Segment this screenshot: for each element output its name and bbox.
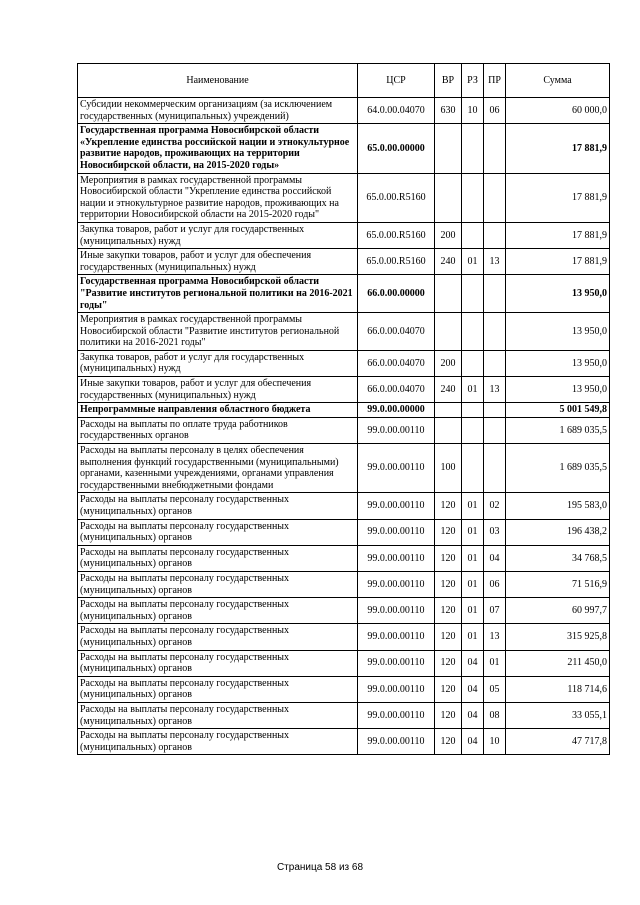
table-row [78,676,610,702]
table-row [78,702,610,728]
cell-rz: 04 [462,650,484,676]
cell-csr: 66.0.00.00000 [358,275,435,313]
cell-sum: 71 516,9 [506,571,610,597]
cell-rz [462,275,484,313]
cell-rz: 01 [462,377,484,403]
cell-name: Расходы на выплаты персоналу государственных (муниципальных) органов [78,702,358,728]
table-row-section [78,403,610,418]
cell-vr: 120 [435,545,462,571]
cell-sum: 13 950,0 [506,275,610,313]
cell-vr [435,275,462,313]
cell-pr: 08 [484,702,506,728]
cell-vr [435,124,462,173]
cell-name: Расходы на выплаты по оплате труда работников государственных органов [78,417,358,443]
table-row [78,624,610,650]
cell-vr: 120 [435,729,462,755]
cell-name: Непрограммные направления областного бюджета [78,403,358,418]
cell-sum: 13 950,0 [506,350,610,376]
cell-rz: 01 [462,624,484,650]
cell-csr: 99.0.00.00110 [358,676,435,702]
cell-sum: 34 768,5 [506,545,610,571]
table-row [78,545,610,571]
cell-sum: 196 438,2 [506,519,610,545]
cell-pr [484,444,506,493]
cell-name: Расходы на выплаты персоналу в целях обеспечения выполнения функций государственными (муниципальными) органами, казенными учреждениями, органами управления государственными внебюджетными фондами [78,444,358,493]
cell-pr [484,275,506,313]
cell-vr [435,313,462,351]
cell-pr: 10 [484,729,506,755]
table-row [78,249,610,275]
cell-rz [462,222,484,248]
cell-rz: 01 [462,519,484,545]
cell-sum: 17 881,9 [506,222,610,248]
cell-rz: 01 [462,598,484,624]
cell-pr: 06 [484,571,506,597]
cell-vr: 200 [435,222,462,248]
cell-name: Расходы на выплаты персоналу государственных (муниципальных) органов [78,624,358,650]
cell-vr: 120 [435,493,462,519]
cell-name: Расходы на выплаты персоналу государственных (муниципальных) органов [78,676,358,702]
cell-csr: 64.0.00.04070 [358,98,435,124]
table-row [78,444,610,493]
cell-pr: 03 [484,519,506,545]
cell-sum: 17 881,9 [506,249,610,275]
cell-name: Мероприятия в рамках государственной программы Новосибирской области "Развитие институтов региональной политики на 2016-2021 годы" [78,313,358,351]
header-pr: ПР [484,64,506,98]
cell-pr: 02 [484,493,506,519]
cell-pr: 06 [484,98,506,124]
cell-vr: 630 [435,98,462,124]
table-row [78,98,610,124]
header-name: Наименование [78,64,358,98]
cell-name: Субсидии некоммерческим организациям (за исключением государственных (муниципальных) учреждений) [78,98,358,124]
cell-name: Иные закупки товаров, работ и услуг для обеспечения государственных (муниципальных) нужд [78,377,358,403]
cell-vr: 240 [435,377,462,403]
cell-rz [462,444,484,493]
header-vr: ВР [435,64,462,98]
cell-csr: 99.0.00.00110 [358,702,435,728]
cell-sum: 118 714,6 [506,676,610,702]
header-rz: РЗ [462,64,484,98]
cell-sum: 60 997,7 [506,598,610,624]
cell-name: Расходы на выплаты персоналу государственных (муниципальных) органов [78,493,358,519]
cell-pr [484,173,506,222]
cell-csr: 66.0.00.04070 [358,350,435,376]
cell-name: Мероприятия в рамках государственной программы Новосибирской области "Укрепление единства российской нации и этнокультурное развитие народов, проживающих на территории Новосибирской области на 2015-2020 годы" [78,173,358,222]
cell-csr: 66.0.00.04070 [358,313,435,351]
budget-table [77,63,610,755]
cell-pr: 13 [484,249,506,275]
cell-vr [435,417,462,443]
table-row [78,417,610,443]
table-row [78,650,610,676]
cell-vr: 240 [435,249,462,275]
cell-rz [462,417,484,443]
cell-rz: 01 [462,249,484,275]
cell-vr: 120 [435,519,462,545]
table-row [78,729,610,755]
cell-rz: 04 [462,702,484,728]
cell-vr: 120 [435,650,462,676]
table-row [78,222,610,248]
table-row [78,519,610,545]
cell-name: Государственная программа Новосибирской области «Укрепление единства российской нации и этнокультурное развитие народов, проживающих на территории Новосибирской области, на 2015-2020 годы» [78,124,358,173]
cell-csr: 99.0.00.00110 [358,624,435,650]
table-row [78,571,610,597]
cell-pr [484,313,506,351]
cell-sum: 17 881,9 [506,173,610,222]
cell-csr: 65.0.00.R5160 [358,249,435,275]
cell-pr: 13 [484,624,506,650]
cell-vr: 120 [435,598,462,624]
header-sum: Сумма [506,64,610,98]
cell-name: Расходы на выплаты персоналу государственных (муниципальных) органов [78,571,358,597]
cell-rz: 04 [462,729,484,755]
cell-sum: 1 689 035,5 [506,417,610,443]
cell-vr: 120 [435,676,462,702]
cell-csr: 99.0.00.00110 [358,417,435,443]
cell-csr: 65.0.00.00000 [358,124,435,173]
table-row [78,493,610,519]
cell-sum: 17 881,9 [506,124,610,173]
cell-sum: 60 000,0 [506,98,610,124]
table-row [78,350,610,376]
cell-name: Расходы на выплаты персоналу государственных (муниципальных) органов [78,519,358,545]
cell-name: Расходы на выплаты персоналу государственных (муниципальных) органов [78,729,358,755]
cell-name: Закупка товаров, работ и услуг для государственных (муниципальных) нужд [78,350,358,376]
table-header-row [78,64,610,98]
cell-rz [462,173,484,222]
cell-vr [435,403,462,418]
cell-name: Расходы на выплаты персоналу государственных (муниципальных) органов [78,545,358,571]
cell-sum: 13 950,0 [506,313,610,351]
cell-vr: 100 [435,444,462,493]
cell-csr: 99.0.00.00110 [358,571,435,597]
cell-name: Расходы на выплаты персоналу государственных (муниципальных) органов [78,598,358,624]
cell-sum: 211 450,0 [506,650,610,676]
cell-rz: 01 [462,571,484,597]
cell-pr [484,417,506,443]
cell-vr: 200 [435,350,462,376]
cell-csr: 99.0.00.00110 [358,545,435,571]
cell-pr [484,350,506,376]
cell-pr [484,124,506,173]
table-row [78,598,610,624]
cell-csr: 99.0.00.00110 [358,519,435,545]
cell-name: Закупка товаров, работ и услуг для государственных (муниципальных) нужд [78,222,358,248]
table-row [78,377,610,403]
cell-sum: 47 717,8 [506,729,610,755]
cell-rz: 01 [462,545,484,571]
cell-vr: 120 [435,702,462,728]
cell-csr: 99.0.00.00110 [358,650,435,676]
cell-csr: 99.0.00.00110 [358,598,435,624]
table-body [78,98,610,755]
cell-rz [462,313,484,351]
cell-csr: 99.0.00.00000 [358,403,435,418]
cell-sum: 13 950,0 [506,377,610,403]
cell-name: Государственная программа Новосибирской области "Развитие институтов региональной политики на 2016-2021 годы" [78,275,358,313]
table-row-section [78,275,610,313]
cell-pr [484,222,506,248]
cell-rz: 04 [462,676,484,702]
cell-csr: 99.0.00.00110 [358,729,435,755]
cell-sum: 1 689 035,5 [506,444,610,493]
cell-csr: 65.0.00.R5160 [358,222,435,248]
cell-vr: 120 [435,571,462,597]
cell-name: Иные закупки товаров, работ и услуг для обеспечения государственных (муниципальных) нужд [78,249,358,275]
cell-vr: 120 [435,624,462,650]
cell-pr [484,403,506,418]
cell-rz [462,403,484,418]
table-row-section [78,124,610,173]
cell-sum: 5 001 549,8 [506,403,610,418]
cell-pr: 13 [484,377,506,403]
cell-name: Расходы на выплаты персоналу государственных (муниципальных) органов [78,650,358,676]
cell-csr: 99.0.00.00110 [358,444,435,493]
table-row [78,313,610,351]
cell-pr: 07 [484,598,506,624]
cell-csr: 66.0.00.04070 [358,377,435,403]
header-csr: ЦСР [358,64,435,98]
cell-sum: 33 055,1 [506,702,610,728]
cell-csr: 99.0.00.00110 [358,493,435,519]
cell-rz: 10 [462,98,484,124]
cell-sum: 195 583,0 [506,493,610,519]
cell-pr: 04 [484,545,506,571]
table-row [78,173,610,222]
cell-rz [462,350,484,376]
cell-pr: 01 [484,650,506,676]
cell-csr: 65.0.00.R5160 [358,173,435,222]
cell-rz [462,124,484,173]
cell-rz: 01 [462,493,484,519]
cell-pr: 05 [484,676,506,702]
cell-vr [435,173,462,222]
page-number: Страница 58 из 68 [276,862,364,873]
cell-sum: 315 925,8 [506,624,610,650]
